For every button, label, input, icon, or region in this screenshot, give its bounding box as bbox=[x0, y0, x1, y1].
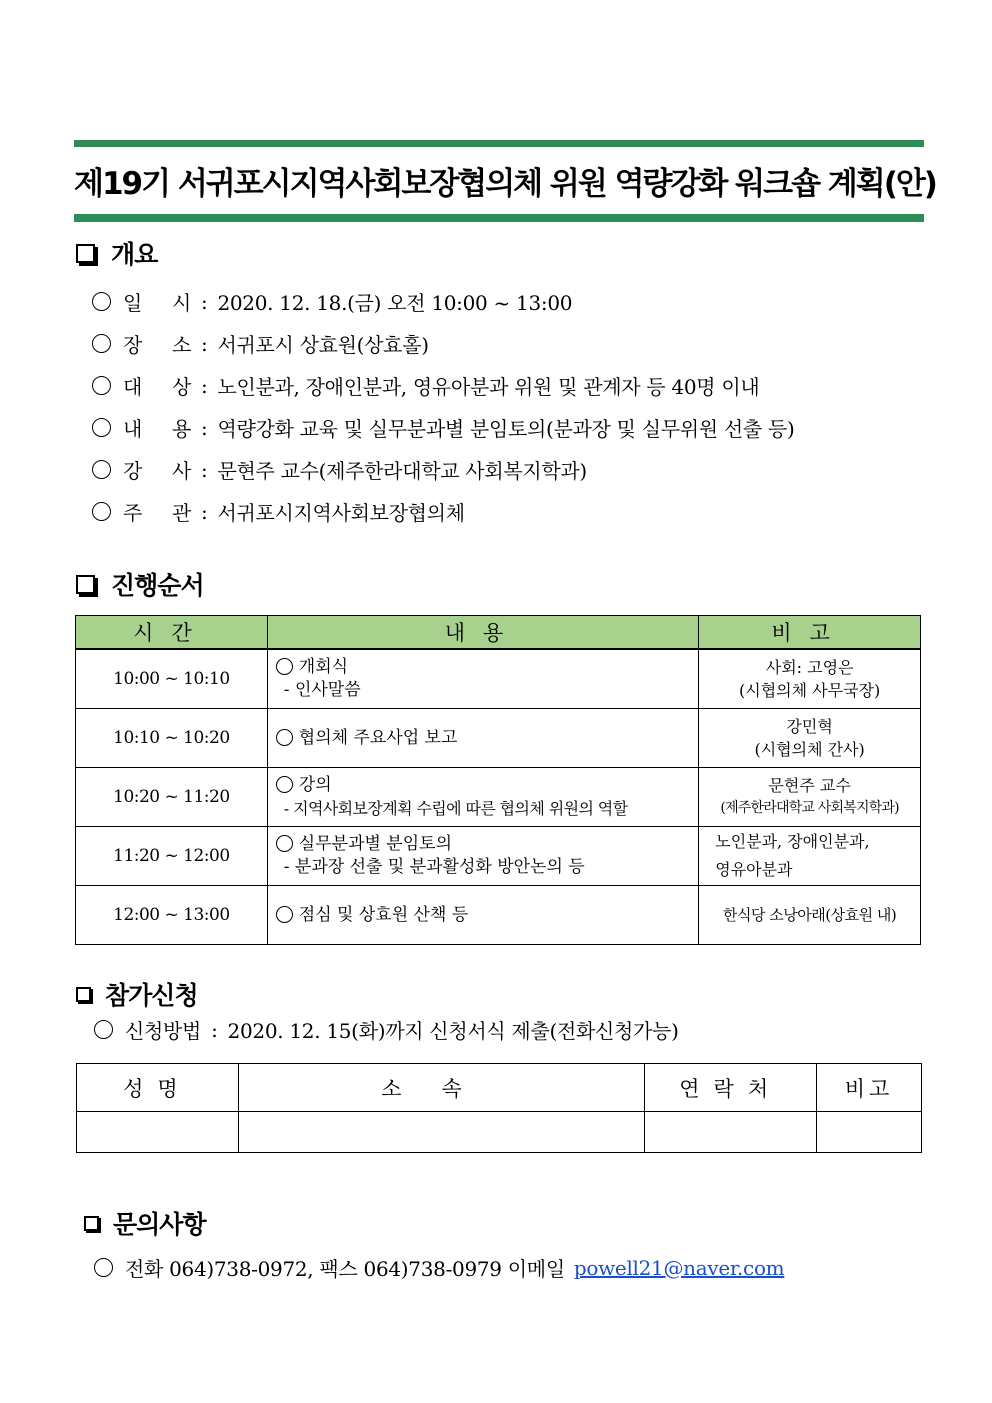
circle-bullet-icon bbox=[94, 1020, 113, 1039]
circle-bullet-icon bbox=[276, 658, 293, 675]
circle-bullet-icon bbox=[92, 292, 111, 311]
overview-value: 문현주 교수(제주한라대학교 사회복지학과) bbox=[217, 459, 587, 483]
schedule-content bbox=[267, 649, 698, 709]
overview-key: 일 시 bbox=[123, 291, 191, 315]
overview-item-host: 주 관 : 서귀포시지역사회보장협의체 bbox=[92, 497, 465, 526]
schedule-sub: - 분과장 선출 및 분과활성화 방안논의 등 bbox=[283, 857, 585, 877]
circle-bullet-icon bbox=[94, 1258, 113, 1277]
checkbox-square-icon bbox=[76, 244, 95, 263]
schedule-content bbox=[267, 827, 698, 886]
schedule-content bbox=[267, 768, 698, 827]
schedule-time: 10:20 ~ 11:20 bbox=[76, 768, 268, 827]
schedule-content bbox=[267, 709, 698, 768]
application-method-label: 신청방법 bbox=[125, 1019, 202, 1043]
application-method-value: 2020. 12. 15(화)까지 신청서식 제출(전화신청가능) bbox=[227, 1019, 679, 1043]
contact-text: 전화 064)738-0972, 팩스 064)738-0979 이메일 bbox=[125, 1257, 565, 1281]
column-header-time: 시간 bbox=[76, 616, 268, 650]
schedule-time: 10:00 ~ 10:10 bbox=[76, 649, 268, 709]
checkbox-square-icon bbox=[76, 987, 91, 1002]
overview-value: 서귀포시 상효원(상효홀) bbox=[217, 333, 429, 357]
title-bottom-rule bbox=[74, 214, 924, 222]
circle-bullet-icon bbox=[92, 502, 111, 521]
circle-bullet-icon bbox=[276, 729, 293, 746]
schedule-note-line1: 노인분과, 장애인분과, bbox=[715, 832, 870, 851]
schedule-header-row bbox=[76, 616, 921, 650]
overview-key: 주 관 bbox=[123, 501, 191, 525]
schedule-note-line1: 강민혁 bbox=[786, 717, 833, 736]
schedule-note bbox=[699, 768, 921, 827]
application-method: 신청방법 : 2020. 12. 15(화)까지 신청서식 제출(전화신청가능) bbox=[94, 1015, 679, 1044]
schedule-heading-label: 진행순서 bbox=[111, 571, 204, 600]
circle-bullet-icon bbox=[276, 835, 293, 852]
table-row bbox=[76, 827, 921, 886]
column-header-name: 성명 bbox=[77, 1064, 239, 1112]
schedule-sub: - 지역사회보장계획 수립에 따른 협의체 위원의 역할 bbox=[283, 799, 628, 818]
schedule-table bbox=[75, 615, 921, 945]
schedule-note-line2: 영유아분과 bbox=[715, 860, 793, 879]
schedule-content bbox=[267, 886, 698, 945]
overview-item-lecturer: 강 사 : 문현주 교수(제주한라대학교 사회복지학과) bbox=[92, 455, 587, 484]
document-title: 제19기 서귀포시지역사회보장협의체 위원 역량강화 워크숍 계획(안) bbox=[74, 166, 936, 202]
circle-bullet-icon bbox=[92, 376, 111, 395]
schedule-note bbox=[699, 649, 921, 709]
overview-value: 역량강화 교육 및 실무분과별 분임토의(분과장 및 실무위원 선출 등) bbox=[217, 417, 795, 441]
overview-value: 서귀포시지역사회보장협의체 bbox=[217, 501, 465, 525]
schedule-note bbox=[699, 827, 921, 886]
schedule-time: 12:00 ~ 13:00 bbox=[76, 886, 268, 945]
circle-bullet-icon bbox=[92, 418, 111, 437]
contact-cell[interactable] bbox=[645, 1112, 817, 1153]
overview-heading bbox=[76, 235, 157, 271]
schedule-note bbox=[699, 709, 921, 768]
schedule-note-line2: (시협의체 사무국장) bbox=[739, 681, 881, 700]
overview-key: 내 용 bbox=[123, 417, 191, 441]
table-row bbox=[76, 768, 921, 827]
circle-bullet-icon bbox=[276, 776, 293, 793]
circle-bullet-icon bbox=[276, 906, 293, 923]
table-row bbox=[76, 709, 921, 768]
table-row bbox=[76, 886, 921, 945]
schedule-sub: - 인사말씀 bbox=[283, 680, 361, 700]
schedule-main: 실무분과별 분임토의 bbox=[298, 834, 452, 854]
checkbox-square-icon bbox=[76, 575, 95, 594]
overview-item-place: 장 소 : 서귀포시 상효원(상효홀) bbox=[92, 329, 429, 358]
schedule-note-line2: (시협의체 간사) bbox=[754, 740, 865, 759]
application-heading bbox=[76, 976, 198, 1012]
column-header-contact: 연락처 bbox=[645, 1064, 817, 1112]
application-header-row bbox=[77, 1064, 922, 1112]
overview-item-date: 일 시 : 2020. 12. 18.(금) 오전 10:00 ~ 13:00 bbox=[92, 287, 572, 316]
overview-item-target: 대 상 : 노인분과, 장애인분과, 영유아분과 위원 및 관계자 등 40명 이내 bbox=[92, 371, 759, 400]
overview-key: 대 상 bbox=[123, 375, 191, 399]
column-header-affiliation: 소속 bbox=[238, 1064, 644, 1112]
application-heading-label: 참가신청 bbox=[105, 981, 198, 1010]
contact-heading bbox=[84, 1205, 206, 1241]
schedule-main: 개회식 bbox=[298, 657, 349, 677]
schedule-main: 점심 및 상효원 산책 등 bbox=[298, 904, 469, 925]
overview-key: 강 사 bbox=[123, 459, 191, 483]
email-link[interactable]: powell21@naver.com bbox=[573, 1255, 785, 1280]
overview-item-content: 내 용 : 역량강화 교육 및 실무분과별 분임토의(분과장 및 실무위원 선출 등) bbox=[92, 413, 794, 442]
table-row bbox=[76, 649, 921, 709]
name-cell[interactable] bbox=[77, 1112, 239, 1153]
column-header-note: 비고 bbox=[817, 1064, 922, 1112]
affiliation-cell[interactable] bbox=[238, 1112, 644, 1153]
schedule-time: 11:20 ~ 12:00 bbox=[76, 827, 268, 886]
column-header-content: 내용 bbox=[267, 616, 698, 650]
schedule-note-line2: (제주한라대학교 사회복지학과) bbox=[720, 800, 899, 816]
overview-value: 2020. 12. 18.(금) 오전 10:00 ~ 13:00 bbox=[217, 291, 573, 315]
schedule-note bbox=[699, 886, 921, 945]
circle-bullet-icon bbox=[92, 460, 111, 479]
contact-info bbox=[94, 1253, 784, 1282]
contact-heading-label: 문의사항 bbox=[113, 1210, 206, 1239]
schedule-note-line1: 문현주 교수 bbox=[768, 776, 851, 795]
schedule-note-line1: 한식당 소낭아래(상효원 내) bbox=[723, 905, 897, 924]
column-header-note: 비고 bbox=[699, 616, 921, 650]
table-row bbox=[77, 1112, 922, 1153]
title-top-rule bbox=[74, 140, 924, 147]
schedule-note-line1: 사회: 고영은 bbox=[765, 658, 854, 677]
application-table bbox=[76, 1063, 922, 1153]
overview-key: 장 소 bbox=[123, 333, 191, 357]
overview-heading-label: 개요 bbox=[111, 240, 158, 269]
overview-value: 노인분과, 장애인분과, 영유아분과 위원 및 관계자 등 40명 이내 bbox=[217, 375, 760, 399]
checkbox-square-icon bbox=[84, 1216, 99, 1231]
circle-bullet-icon bbox=[92, 334, 111, 353]
schedule-main: 협의체 주요사업 보고 bbox=[298, 727, 458, 748]
schedule-heading bbox=[76, 566, 204, 602]
schedule-main: 강의 bbox=[298, 775, 332, 795]
note-cell[interactable] bbox=[817, 1112, 922, 1153]
schedule-time: 10:10 ~ 10:20 bbox=[76, 709, 268, 768]
